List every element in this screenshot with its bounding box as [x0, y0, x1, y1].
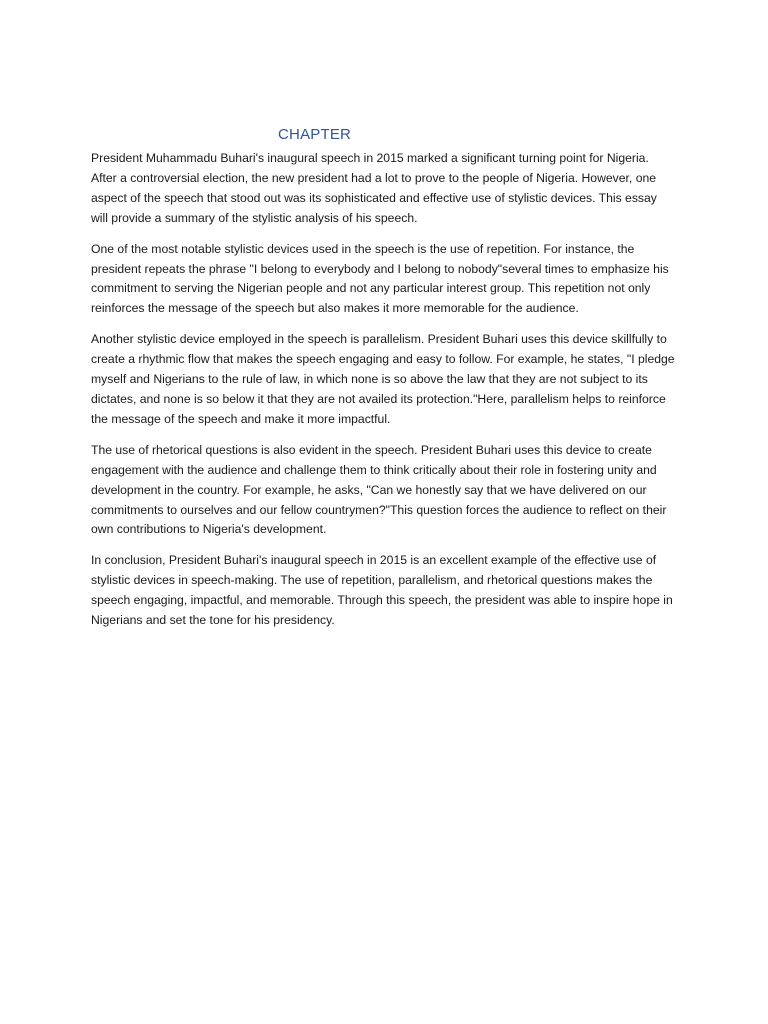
paragraph-repetition: One of the most notable stylistic devices used in the speech is the use of repetition. For instance, the president repeats the phrase "I belong to everybody and I belong to nobody"several times to emphasize his commitment to serving the Nigerian people and not any particular interest group. This repetition not only reinforces the message of the speech but also makes it more memorable for the audience.	[91, 241, 669, 316]
chapter-heading: CHAPTER	[278, 126, 352, 143]
paragraph-rhetorical-questions: The use of rhetorical questions is also evident in the speech. President Buhari uses this device to create engagement with the audience and challenge them to think critically about their role in fostering unity and development in the country. For example, he asks, "Can we honestly say that we have delivered on our commitments to ourselves and our fellow countrymen?"This question forces the audience to reflect on their own contributions to Nigeria's development.	[91, 442, 667, 537]
paragraph-intro: President Muhammadu Buhari's inaugural speech in 2015 marked a significant turning point for Nigeria. After a controversial election, the new president had a lot to prove to the people of Nigeria. However, one aspect of the speech that stood out was its sophisticated and effective use of stylistic devices. This essay will provide a summary of the stylistic analysis of his speech.	[91, 151, 657, 225]
paragraph-conclusion: In conclusion, President Buhari's inaugural speech in 2015 is an excellent example of the effective use of stylistic devices in speech-making. The use of repetition, parallelism, and rhetorical questions makes the speech engaging, impactful, and memorable. Through this speech, the president was able to inspire hope in Nigerians and set the tone for his presidency.	[91, 553, 673, 628]
paragraph-parallelism: Another stylistic device employed in the speech is parallelism. President Buhari uses this device skillfully to create a rhythmic flow that makes the speech engaging and easy to follow. For example, he states, "I pledge myself and Nigerians to the rule of law, in which none is so above the law that they are not subject to its dictates, and none is so below it that they are not availed its protection."Here, parallelism helps to reinforce the message of the speech and make it more impactful.	[91, 332, 675, 426]
body-text	[91, 149, 675, 642]
